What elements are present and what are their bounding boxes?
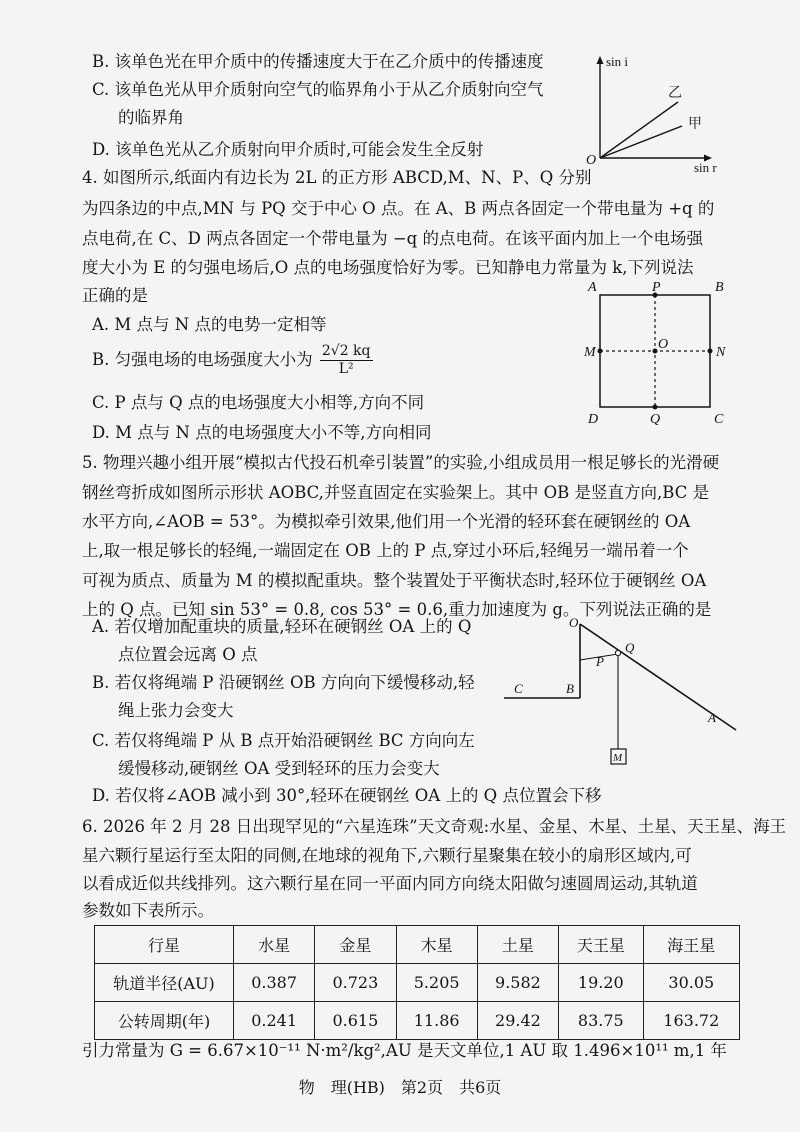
light-ring xyxy=(615,650,620,655)
q6-constants-line: 引力常量为 G = 6.67×10⁻¹¹ N·m²/kg²,AU 是天文单位,1 AU 取 1.496×10¹¹ m,1 年 xyxy=(82,1041,727,1060)
table-cell: 0.241 xyxy=(234,1002,315,1040)
planet-orbit-table xyxy=(94,925,740,1040)
table-cell: 9.582 xyxy=(477,964,558,1002)
square-abcd-figure xyxy=(578,278,738,428)
table-cell: 木星 xyxy=(396,926,477,964)
q3-option-c-line2: 的临界角 xyxy=(118,108,184,127)
fraction-numerator: 2√2 kq xyxy=(321,343,371,359)
point-q xyxy=(653,405,658,410)
point-n xyxy=(708,349,713,354)
q5-stem-line6: 上的 Q 点。已知 sin 53° = 0.8, cos 53° = 0.6,重力加速度为 g。下列说法正确的是 xyxy=(82,600,712,619)
y-axis-label: sin i xyxy=(606,54,629,69)
label-a: A xyxy=(708,710,716,725)
table-cell: 83.75 xyxy=(559,1002,644,1040)
q4-option-a: A. M 点与 N 点的电势一定相等 xyxy=(92,315,327,334)
q6-stem-line2: 星六颗行星运行至太阳的同侧,在地球的视角下,六颗行星聚集在较小的扇形区域内,可 xyxy=(82,846,692,865)
label-m: M xyxy=(584,345,596,360)
q4-stem-line4: 度大小为 E 的匀强电场后,O 点的电场强度恰好为零。已知静电力常量为 k,下列说法 xyxy=(82,258,694,277)
x-axis-label: sin r xyxy=(694,160,717,175)
label-yi: 乙 xyxy=(668,86,682,101)
q6-stem-line1: 6. 2026 年 2 月 28 日出现罕见的“六星连珠”天文奇观:水星、金星、木星、土星、天王星、海王 xyxy=(82,817,787,836)
label-jia: 甲 xyxy=(688,117,702,132)
q5-option-a-line2: 点位置会远离 O 点 xyxy=(118,645,258,664)
table-cell: 30.05 xyxy=(643,964,739,1002)
q3-option-d: D. 该单色光从乙介质射向甲介质时,可能会发生全反射 xyxy=(92,140,484,159)
label-o: O xyxy=(658,337,669,352)
fraction-denominator: L² xyxy=(338,360,354,377)
point-o xyxy=(653,349,658,354)
q5-option-b-line2: 绳上张力会变大 xyxy=(118,701,234,720)
q4-option-c: C. P 点与 Q 点的电场强度大小相等,方向不同 xyxy=(92,393,425,412)
label-c: C xyxy=(714,412,724,427)
table-cell: 轨道半径(AU) xyxy=(95,964,234,1002)
table-cell: 公转周期(年) xyxy=(95,1002,234,1040)
label-b: B xyxy=(715,280,724,295)
label-c: C xyxy=(514,681,523,696)
q4-option-d: D. M 点与 N 点的电场强度大小不等,方向相同 xyxy=(92,423,432,442)
q6-stem-line3: 以看成近似共线排列。这六颗行星在同一平面内同方向绕太阳做匀速圆周运动,其轨道 xyxy=(82,874,698,893)
q6-stem-line4: 参数如下表所示。 xyxy=(82,901,214,920)
label-o: O xyxy=(569,615,579,630)
table-cell: 海王星 xyxy=(643,926,739,964)
table-header-row xyxy=(95,926,740,964)
y-axis-arrow xyxy=(597,56,604,64)
label-p: P xyxy=(652,280,661,295)
table-cell: 天王星 xyxy=(559,926,644,964)
q5-stem-line1: 5. 物理兴趣小组开展“模拟古代投石机牵引装置”的实验,小组成员用一根足够长的光滑硬 xyxy=(82,453,720,472)
point-m xyxy=(598,349,603,354)
table-cell: 水星 xyxy=(234,926,315,964)
label-p: P xyxy=(596,654,604,669)
table-cell: 5.205 xyxy=(396,964,477,1002)
steel-wire-figure xyxy=(500,612,750,772)
label-b: B xyxy=(566,681,574,696)
q5-option-c-line1: C. 若仅将绳端 P 从 B 点开始沿硬钢丝 BC 方向向左 xyxy=(92,731,475,750)
origin-label: O xyxy=(586,153,597,168)
table-cell: 11.86 xyxy=(396,1002,477,1040)
line-yi xyxy=(600,102,678,158)
table-cell: 0.723 xyxy=(315,964,396,1002)
table-row xyxy=(95,1002,740,1040)
label-d: D xyxy=(588,412,599,427)
table-cell: 土星 xyxy=(477,926,558,964)
q3-option-c-line1: C. 该单色光从甲介质射向空气的临界角小于从乙介质射向空气 xyxy=(92,80,544,99)
q5-option-c-line2: 缓慢移动,硬钢丝 OA 受到轻环的压力会变大 xyxy=(118,759,440,778)
q4-stem-line5: 正确的是 xyxy=(82,286,148,305)
q4-option-b xyxy=(92,343,373,378)
q4-stem-line2: 为四条边的中点,MN 与 PQ 交于中心 O 点。在 A、B 两点各固定一个带电量为 +q 的 xyxy=(82,199,715,218)
q3-option-b: B. 该单色光在甲介质中的传播速度大于在乙介质中的传播速度 xyxy=(92,52,544,71)
table-row xyxy=(95,964,740,1002)
q4-option-b-fraction xyxy=(320,343,373,378)
table-cell: 19.20 xyxy=(559,964,644,1002)
line-jia xyxy=(600,126,682,158)
q5-stem-line2: 钢丝弯折成如图所示形状 AOBC,并竖直固定在实验架上。其中 OB 是竖直方向,BC 是 xyxy=(82,483,710,502)
table-cell: 163.72 xyxy=(643,1002,739,1040)
table-cell: 行星 xyxy=(95,926,234,964)
table-cell: 0.387 xyxy=(234,964,315,1002)
page-footer: 物 理(HB) 第2页 共6页 xyxy=(298,1078,502,1097)
q4-stem-line3: 点电荷,在 C、D 两点各固定一个带电量为 −q 的点电荷。在该平面内加上一个电场强 xyxy=(82,229,703,248)
label-n: N xyxy=(716,345,726,360)
q5-option-a-line1: A. 若仅增加配重块的质量,轻环在硬钢丝 OA 上的 Q xyxy=(92,617,472,636)
table-cell: 0.615 xyxy=(315,1002,396,1040)
q5-stem-line5: 可视为质点、质量为 M 的模拟配重块。整个装置处于平衡状态时,轻环位于硬钢丝 OA xyxy=(82,571,707,590)
q4-stem-line1: 4. 如图所示,纸面内有边长为 2L 的正方形 ABCD,M、N、P、Q 分别 xyxy=(82,168,592,187)
table-cell: 金星 xyxy=(315,926,396,964)
q4-option-b-text: B. 匀强电场的电场强度大小为 xyxy=(92,349,313,369)
table-cell: 29.42 xyxy=(477,1002,558,1040)
q5-option-b-line1: B. 若仅将绳端 P 沿硬钢丝 OB 方向向下缓慢移动,轻 xyxy=(92,673,475,692)
label-q: Q xyxy=(625,640,635,655)
sin-i-sin-r-graph xyxy=(578,50,718,175)
label-a: A xyxy=(588,280,597,295)
q5-stem-line3: 水平方向,∠AOB = 53°。为模拟牵引效果,他们用一个光滑的轻环套在硬钢丝的 OA xyxy=(82,512,691,531)
label-m: M xyxy=(613,752,623,764)
q5-option-d: D. 若仅将∠AOB 减小到 30°,轻环在硬钢丝 OA 上的 Q 点位置会下移 xyxy=(92,786,602,805)
q5-stem-line4: 上,取一根足够长的轻绳,一端固定在 OB 上的 P 点,穿过小环后,轻绳另一端吊着一个 xyxy=(82,541,689,560)
label-q: Q xyxy=(650,412,661,427)
